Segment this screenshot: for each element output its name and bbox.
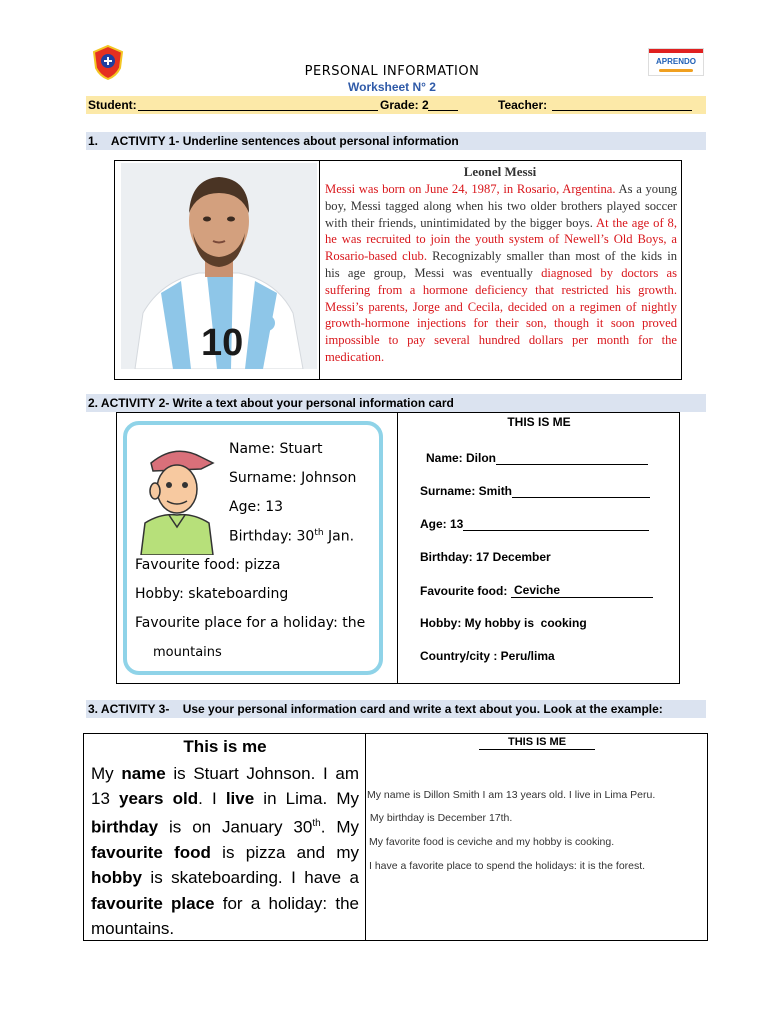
example-part-bold: birthday xyxy=(91,818,159,838)
example-text xyxy=(91,761,359,941)
activity3-heading-bar xyxy=(86,700,706,718)
example-title: This is me xyxy=(183,737,267,756)
form-surname-label: Surname: Smith xyxy=(420,484,513,498)
example-part: My xyxy=(91,764,122,783)
student-field[interactable] xyxy=(138,98,378,111)
example-part: is skateboarding. I have a xyxy=(142,868,359,888)
form-name-label: Name: Dilon xyxy=(426,451,497,465)
this-is-me-form xyxy=(398,413,680,683)
card-place: Favourite place for a holiday: the xyxy=(135,615,366,631)
example-part: in Lima. My xyxy=(254,789,360,809)
bio-segment: Messi was born on June 24, 1987, in Rosario, Argentina. xyxy=(325,182,616,196)
student-label: Student: xyxy=(88,98,137,112)
form-age-label: Age: 13 xyxy=(420,517,464,531)
worksheet-number: Worksheet N° 2 xyxy=(348,80,436,94)
form-age[interactable] xyxy=(420,517,649,531)
card-birthday-sup: th xyxy=(314,528,324,538)
example-part: is Stuart Johnson. I am 13 xyxy=(91,764,359,809)
example-part-bold: hobby xyxy=(91,868,142,888)
answer-cell[interactable] xyxy=(367,734,707,940)
stuart-illustration xyxy=(131,443,221,555)
activity1-box xyxy=(114,160,682,380)
grade-field[interactable] xyxy=(428,98,458,111)
form-surname[interactable] xyxy=(420,484,650,498)
bio-text xyxy=(325,181,677,366)
form-food[interactable] xyxy=(420,583,653,598)
card-surname: Surname: Johnson xyxy=(229,470,357,486)
example-part-bold: live xyxy=(225,789,255,809)
stuart-card xyxy=(123,421,383,675)
answer-line: My favorite food is ceviche and my hobby is cooking. xyxy=(369,836,615,848)
card-age: Age: 13 xyxy=(229,499,284,515)
bio-segment: diagnosed by doctors as suffering from a hormone deficiency that restricted his growth. Messi’s parents, Jorge and Cecila, decided on a regimen of nightly growth-hormone injections for their son, though it soon proved impossible to pay several hundred dollars per month for the medication. xyxy=(325,265,677,364)
form-food-value: Ceviche xyxy=(511,583,653,598)
activity1-heading: 1. ACTIVITY 1- Underline sentences about personal information xyxy=(88,134,459,148)
card-place-cont: mountains xyxy=(153,645,222,660)
teacher-label: Teacher: xyxy=(498,98,548,112)
activity1-heading-bar xyxy=(86,132,706,150)
activity2-box xyxy=(116,412,680,684)
bio-segment: At the age of 8, he was recruited to join the youth system of Newell’s Old Boys, a Rosario-based club. xyxy=(325,215,677,264)
answer-line: I have a favorite place to spend the holidays: it is the forest. xyxy=(369,860,646,872)
teacher-field[interactable] xyxy=(552,98,692,111)
example-part: is on January 30 xyxy=(158,818,313,838)
card-name: Name: Stuart xyxy=(229,441,323,457)
grade-label: Grade: 2 xyxy=(380,98,429,112)
example-part-bold: years old xyxy=(119,789,199,809)
card-birthday-month: Jan. xyxy=(323,528,355,545)
form-birthday[interactable]: Birthday: 17 December xyxy=(420,550,551,564)
answer-title-text: THIS IS ME xyxy=(507,736,567,748)
page-title: PERSONAL INFORMATION xyxy=(304,64,480,79)
bio-title: Leonel Messi xyxy=(463,164,537,179)
student-info-bar xyxy=(86,96,706,114)
example-part: for a holiday: the mountains. xyxy=(91,893,359,938)
activity3-table xyxy=(83,733,708,941)
bio-segment: Recognizably smaller than most of the kids in his age group, Messi was eventually xyxy=(325,249,677,280)
example-part-bold: favourite food xyxy=(91,843,211,863)
form-country[interactable]: Country/city : Peru/lima xyxy=(420,649,555,663)
example-part-bold: favourite place xyxy=(91,893,215,913)
answer-line: My name is Dillon Smith I am 13 years old. I live in Lima Peru. xyxy=(367,789,656,801)
shirt-number: 10 xyxy=(201,322,244,364)
bio-divider xyxy=(319,161,320,379)
example-part-sup: th xyxy=(312,818,321,830)
form-hobby[interactable]: Hobby: My hobby is cooking xyxy=(420,616,587,630)
aprendo-logo-text: APRENDO xyxy=(655,57,696,66)
answer-line: My birthday is December 17th. xyxy=(367,812,513,824)
example-part: is pizza and my xyxy=(210,843,359,863)
example-part-bold: name xyxy=(121,764,166,783)
example-part: . My xyxy=(320,818,359,838)
card-birthday-text: Birthday: 30 xyxy=(229,528,315,545)
answer-title xyxy=(479,736,595,750)
form-food-label: Favourite food: xyxy=(420,584,511,598)
activity2-heading-bar xyxy=(86,394,706,412)
form-title: THIS IS ME xyxy=(507,415,571,429)
card-birthday xyxy=(229,528,354,545)
card-food: Favourite food: pizza xyxy=(135,557,281,573)
activity3-heading: 3. ACTIVITY 3- Use your personal information card and write a text about you. Look at the example: xyxy=(88,702,663,716)
form-name[interactable] xyxy=(426,451,648,465)
messi-photo xyxy=(121,163,317,369)
example-cell xyxy=(84,734,366,940)
bio-segment: As a young boy, Messi tagged along when his two older brothers played soccer with their friends, unintimidated by the bigger boys. xyxy=(325,182,677,230)
example-part: . I xyxy=(198,789,226,809)
card-hobby: Hobby: skateboarding xyxy=(135,586,289,602)
activity2-heading: 2. ACTIVITY 2- Write a text about your personal information card xyxy=(88,396,454,410)
